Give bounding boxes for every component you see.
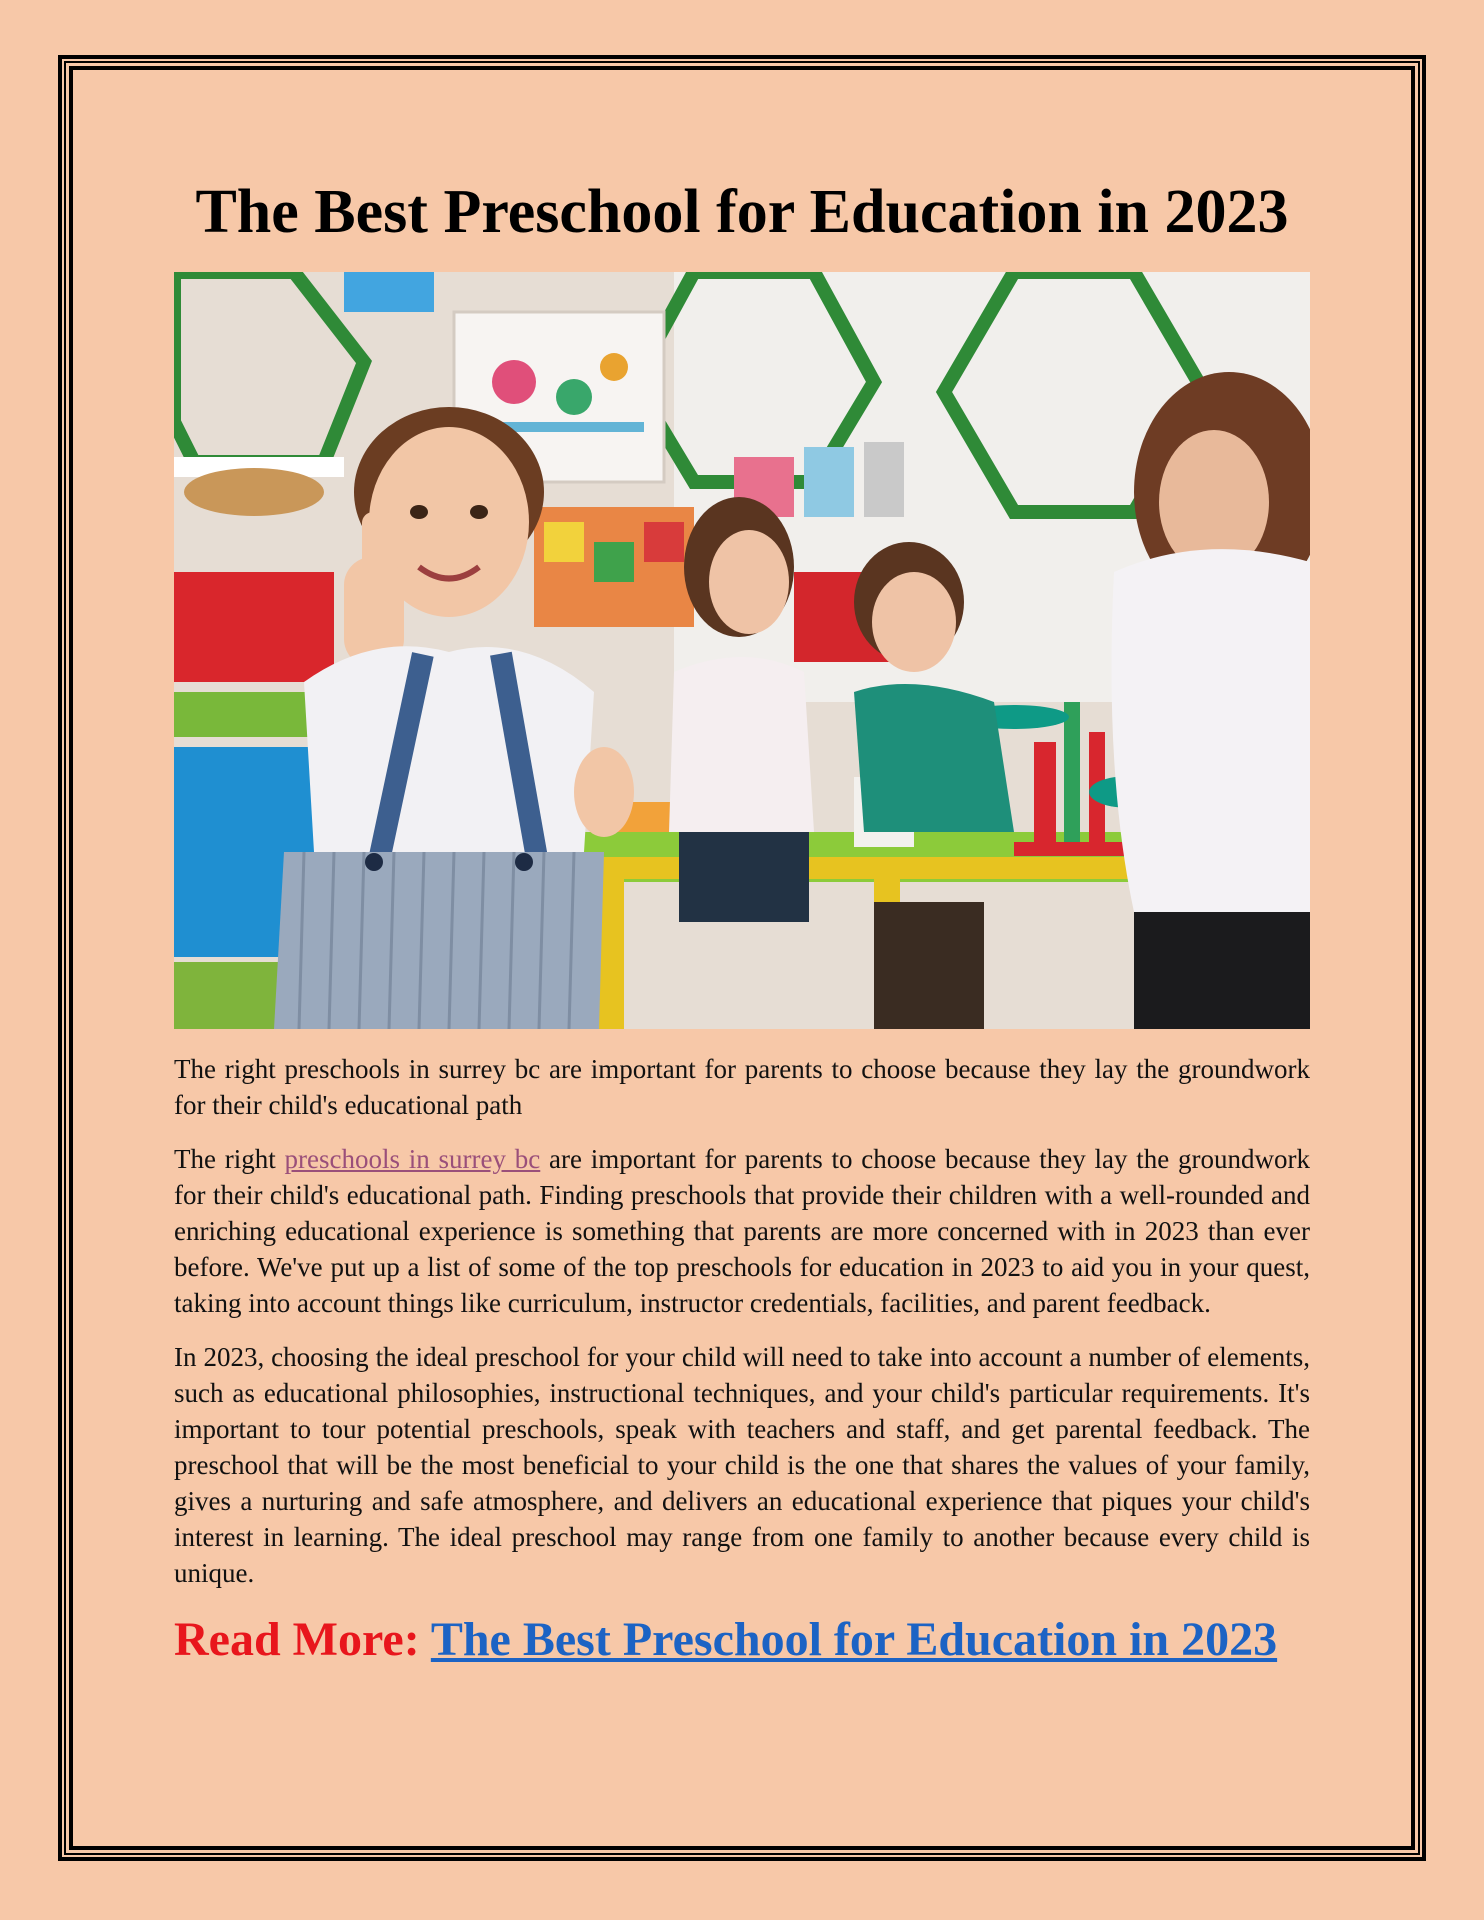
body-paragraph-1 <box>174 1141 1310 1321</box>
document-title: The Best Preschool for Education in 2023 <box>195 178 1289 246</box>
body-paragraph-2: In 2023, choosing the ideal preschool for your child will need to take into account a number of elements, such as educational philosophies, instructional techniques, and your child's particular requirements. It's important to tour potential preschools, speak with teachers and staff, and get parental feedback. The preschool that will be the most beneficial to your child is the one that shares the values of your family, gives a nurturing and safe atmosphere, and delivers an educational experience that piques your child's interest in learning. The ideal preschool may range from one family to another because every child is unique. <box>174 1342 1310 1588</box>
read-more-label: Read More: <box>174 1613 420 1666</box>
document-body <box>174 170 1310 1671</box>
paragraph-text-after-link: are important for parents to choose because they lay the groundwork for their child's educational path. Finding preschools that provide their children with a well-rounded and enriching educational experience is something that parents are more concerned with in 2023 than ever before. We've put up a list of some of the top preschools for education in 2023 to aid you in your quest, taking into account things like curriculum, instructor credentials, facilities, and parent feedback. <box>174 1144 1310 1318</box>
preschools-surrey-link[interactable]: preschools in surrey bc <box>284 1144 541 1174</box>
read-more-line <box>174 1609 1310 1671</box>
intro-paragraph: The right preschools in surrey bc are important for parents to choose because they lay the groundwork for their child's educational path <box>174 1054 1310 1120</box>
paragraph-text-before-link: The right <box>174 1144 285 1174</box>
classroom-photo <box>174 272 1310 1029</box>
read-more-link[interactable]: The Best Preschool for Education in 2023 <box>430 1613 1278 1666</box>
classroom-photo-icon <box>174 272 1310 1029</box>
